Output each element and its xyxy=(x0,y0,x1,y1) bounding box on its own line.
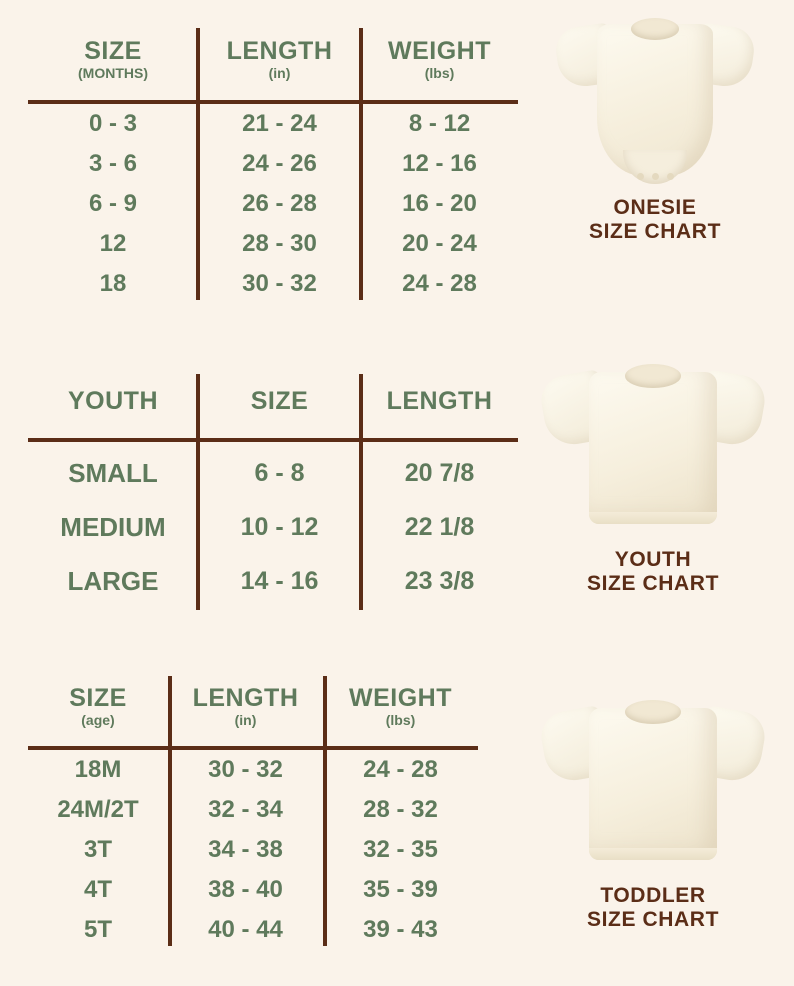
tshirt-neckline xyxy=(625,700,681,724)
header-cell-size: SIZE (age) xyxy=(69,683,127,728)
column-divider-2 xyxy=(323,676,327,946)
toddler-tshirt-illustration xyxy=(543,688,763,878)
youth-chart-block xyxy=(28,370,518,608)
onesie-art-column xyxy=(530,10,780,243)
onesie-snap xyxy=(637,173,644,180)
header-cell-length: LENGTH xyxy=(386,386,493,415)
table-row: 3T 34 - 38 32 - 35 xyxy=(83,836,438,863)
toddler-size-table xyxy=(28,672,478,950)
youth-tshirt-illustration xyxy=(543,352,763,542)
onesie-snap xyxy=(667,173,674,180)
onesie-snap xyxy=(652,173,659,180)
onesie-neckline xyxy=(631,18,679,40)
header-cell-youth: YOUTH xyxy=(68,386,158,415)
table-row: 12 28 - 30 20 - 24 xyxy=(99,230,477,257)
table-header-row xyxy=(28,370,518,432)
table-row: 3 - 6 24 - 26 12 - 16 xyxy=(88,150,477,177)
youth-table-wrap xyxy=(28,370,518,608)
table-header-row xyxy=(28,24,518,94)
table-row: SMALL 6 - 8 20 7/8 xyxy=(68,457,475,488)
toddler-caption: TODDLER SIZE CHART xyxy=(587,884,719,931)
tshirt-body xyxy=(589,708,717,860)
table-row: 0 - 3 21 - 24 8 - 12 xyxy=(88,110,471,137)
table-row: 5T 40 - 44 39 - 43 xyxy=(83,916,438,943)
table-row: LARGE 14 - 16 23 3/8 xyxy=(67,565,475,596)
header-divider xyxy=(28,100,518,104)
onesie-illustration xyxy=(555,10,755,190)
table-row: MEDIUM 10 - 12 22 1/8 xyxy=(60,511,475,542)
header-divider xyxy=(28,746,478,750)
onesie-size-table xyxy=(28,24,518,304)
onesie-chart-block xyxy=(28,24,518,304)
column-divider-2 xyxy=(359,374,363,610)
column-divider-1 xyxy=(168,676,172,946)
toddler-table-wrap xyxy=(28,672,478,950)
header-cell-size: SIZE xyxy=(250,386,309,415)
onesie-caption: ONESIE SIZE CHART xyxy=(589,196,721,243)
onesie-table-wrap xyxy=(28,24,518,304)
header-cell-weight: WEIGHT (lbs) xyxy=(388,36,491,81)
toddler-art-column xyxy=(528,688,778,931)
table-row: 18M 30 - 32 24 - 28 xyxy=(74,756,438,783)
table-row: 24M/2T 32 - 34 28 - 32 xyxy=(57,796,438,823)
tshirt-hem xyxy=(589,848,717,860)
tshirt-hem xyxy=(589,512,717,524)
table-header-row xyxy=(28,672,478,740)
column-divider-1 xyxy=(196,374,200,610)
column-divider-1 xyxy=(196,28,200,300)
header-cell-size: SIZE (MONTHS) xyxy=(78,36,148,81)
table-row: 4T 38 - 40 35 - 39 xyxy=(83,876,438,903)
youth-art-column xyxy=(528,352,778,595)
header-cell-length: LENGTH (in) xyxy=(226,36,333,81)
header-cell-length: LENGTH (in) xyxy=(192,683,299,728)
column-divider-2 xyxy=(359,28,363,300)
tshirt-body xyxy=(589,372,717,524)
tshirt-neckline xyxy=(625,364,681,388)
header-cell-weight: WEIGHT (lbs) xyxy=(349,683,452,728)
table-row: 6 - 9 26 - 28 16 - 20 xyxy=(88,190,477,217)
toddler-chart-block xyxy=(28,672,478,950)
youth-caption: YOUTH SIZE CHART xyxy=(587,548,719,595)
header-divider xyxy=(28,438,518,442)
table-row: 18 30 - 32 24 - 28 xyxy=(99,270,477,297)
youth-size-table xyxy=(28,370,518,608)
